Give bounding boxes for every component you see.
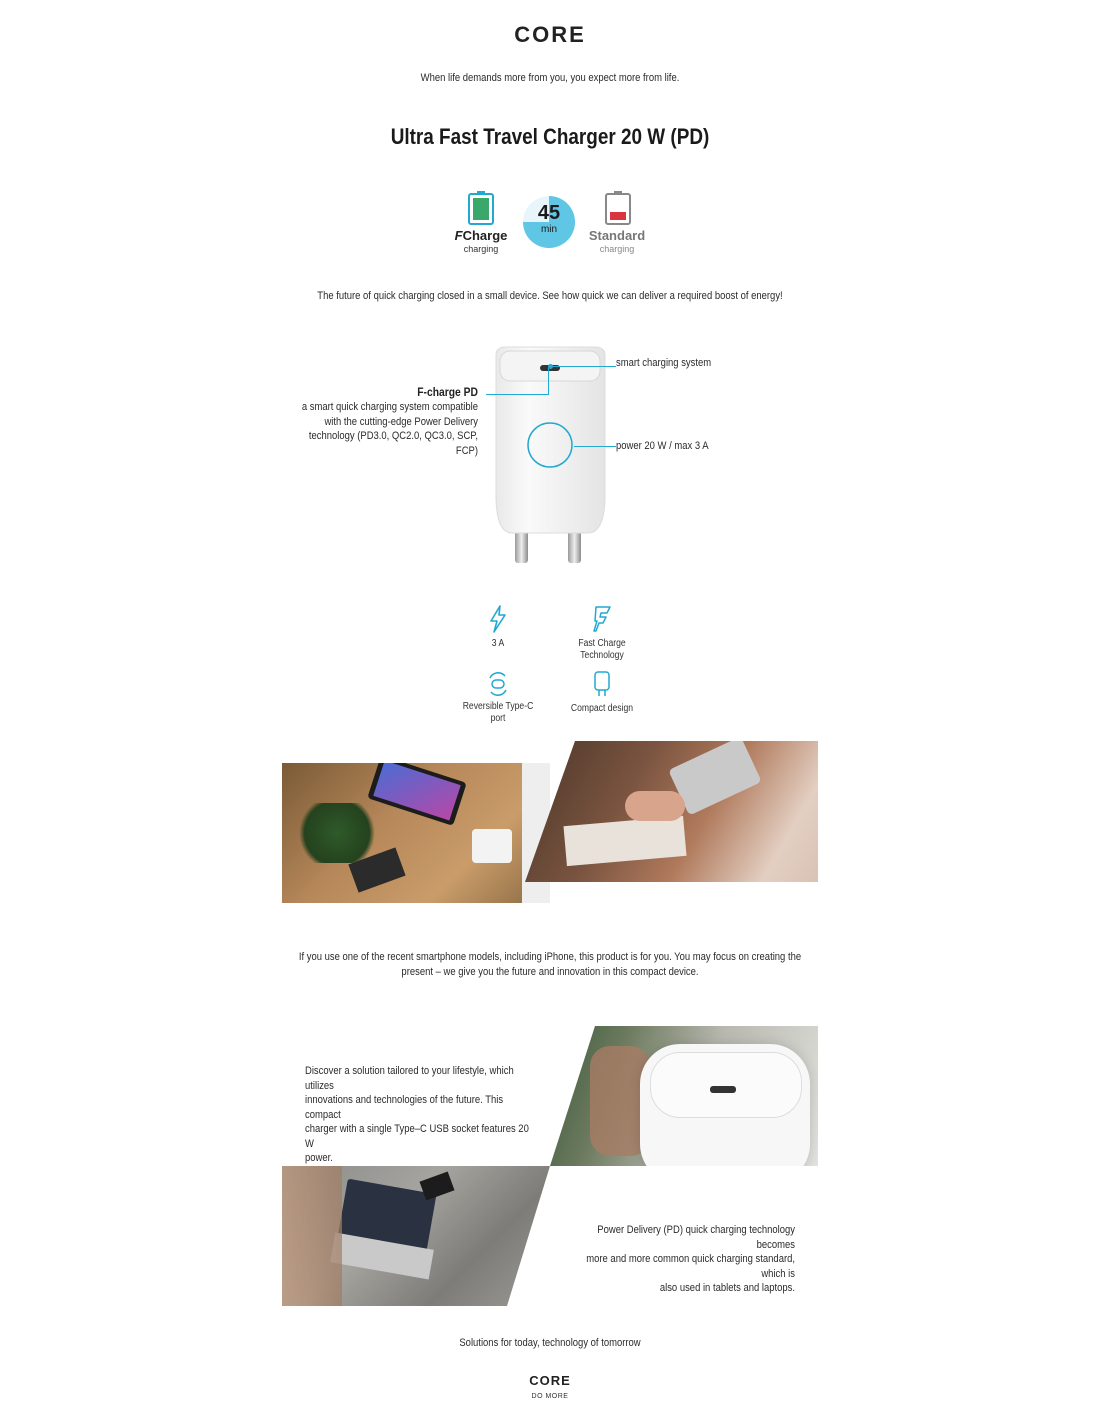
charger-illustration [488, 345, 613, 572]
paragraph-3-l3: also used in tablets and laptops. [659, 1282, 795, 1294]
footer-logo [0, 1372, 1100, 1401]
feature-3a-label: 3 A [491, 638, 505, 649]
standard-label [586, 228, 648, 255]
callout-bottom-text: power 20 W / max 3 A [616, 440, 709, 452]
feature-3a [463, 605, 533, 650]
paragraph-2-l3: charger with a single Type–C USB socket features 20 W [305, 1123, 529, 1150]
f-letter: F [454, 228, 463, 243]
callout-line-top [550, 366, 616, 367]
fcharge-label [450, 228, 512, 255]
svg-text:CORE: CORE [529, 1373, 571, 1388]
feature-compact [562, 670, 642, 715]
paragraph-1-line-1: If you use one of the recent smartphone models, including iPhone, this product is for you. You may focus on creating the [298, 951, 802, 963]
feature-reversible [453, 672, 543, 725]
fcharge-desc-3: technology (PD3.0, QC2.0, QC3.0, SCP, FCP) [308, 430, 478, 457]
footer-logo-sub: DO MORE [531, 1393, 569, 1400]
intro-text: The future of quick charging closed in a small device. See how quick we can deliver a required boost of energy! [317, 290, 783, 302]
fcharge-title: F-charge PD [417, 385, 478, 399]
photo-desk-charger [282, 763, 550, 903]
feature-fast-charge-line2: Technology [580, 650, 624, 661]
callout-line-mid [486, 394, 548, 395]
fcharge-sub: charging [463, 244, 499, 254]
paragraph-3-l1: Power Delivery (PD) quick charging technology becomes [597, 1224, 795, 1251]
fcharge-desc-1: a smart quick charging system compatible [301, 401, 478, 413]
fcharge-description [270, 384, 478, 458]
paragraph-2-l4: power. [305, 1152, 333, 1164]
paragraph-3 [530, 1223, 795, 1296]
reversible-usb-icon [486, 672, 510, 696]
callout-line-bottom [574, 446, 616, 447]
standard-sub: charging [599, 244, 635, 254]
fcharge-label-text: Charge [462, 228, 508, 243]
header-logo [0, 20, 1100, 53]
core-logo-small-icon [525, 1372, 575, 1388]
paragraph-2 [305, 1064, 575, 1166]
tagline: When life demands more from you, you expect more from life. [420, 72, 680, 84]
paragraph-2-l2: innovations and technologies of the future. This compact [305, 1094, 504, 1121]
photo-laptop-floor [282, 1166, 550, 1306]
callout-top-text: smart charging system [616, 357, 712, 369]
fcharge-icon [591, 605, 613, 633]
paragraph-2-l1: Discover a solution tailored to your lifestyle, which utilizes [305, 1065, 514, 1092]
fcharge-battery-icon [467, 190, 495, 231]
fcharge-desc-2: with the cutting-edge Power Delivery [324, 415, 478, 428]
feature-fast-charge [562, 605, 642, 662]
standard-battery-icon [604, 190, 632, 231]
feature-compact-label: Compact design [570, 703, 634, 714]
feature-reversible-line2: port [490, 713, 506, 724]
time-value: 45 [537, 202, 561, 224]
time-unit: min [540, 224, 558, 235]
photo-charger-closeup [550, 1026, 818, 1166]
paragraph-3-l2: more and more common quick charging standard, which is [586, 1253, 795, 1280]
callout-line-mid-v [548, 368, 549, 395]
standard-label-text: Standard [588, 228, 646, 243]
footer-slogan: Solutions for today, technology of tomorrow [459, 1337, 641, 1349]
feature-fast-charge-line1: Fast Charge [578, 638, 626, 649]
page-title: Ultra Fast Travel Charger 20 W (PD) [390, 124, 710, 149]
svg-text:CORE: CORE [514, 22, 586, 47]
photo-tablet-woman [525, 741, 818, 882]
charger-outline-icon [592, 670, 612, 698]
paragraph-1-line-2: present – we give you the future and innovation in this compact device. [401, 966, 699, 978]
lightning-icon [488, 605, 508, 633]
core-logo-icon [510, 20, 590, 48]
feature-reversible-line1: Reversible Type-C [462, 701, 534, 712]
